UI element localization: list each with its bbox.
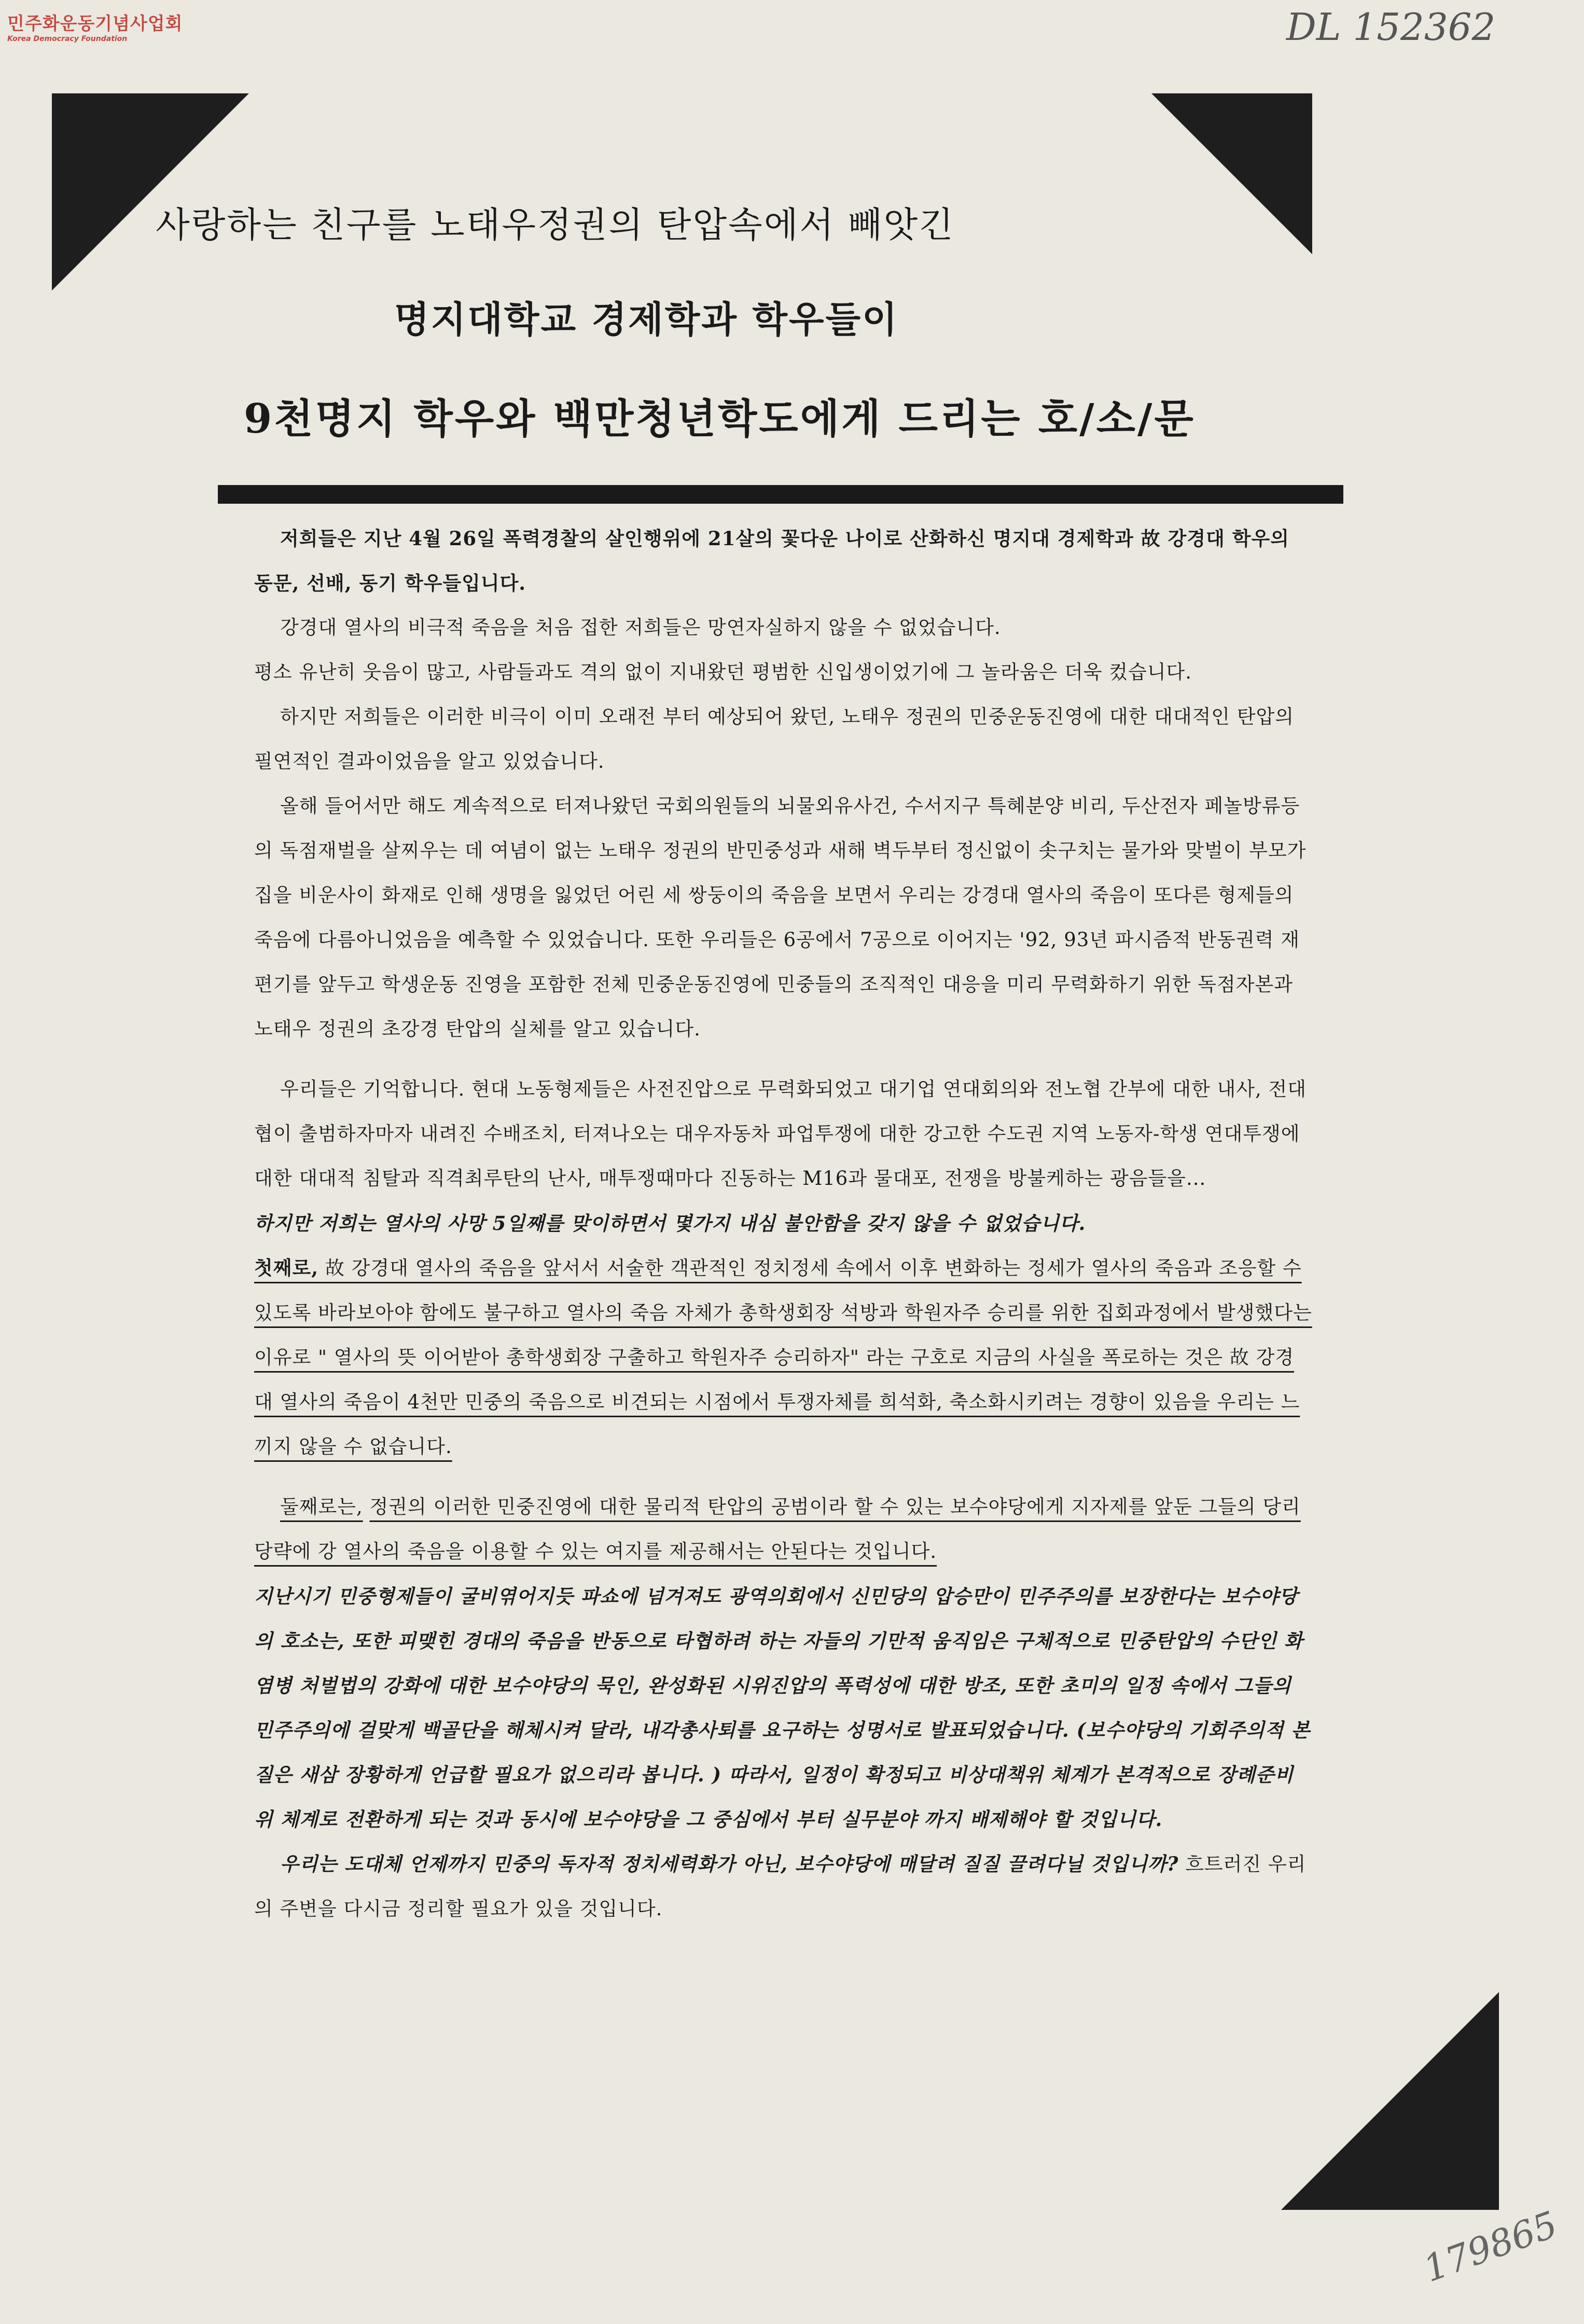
paragraph-this-year: 올해 들어서만 해도 계속적으로 터져나왔던 국회의원들의 뇌물외유사건, 수서지구 특혜분양 비리, 두산전자 페놀방류등의 독점재벌을 살찌우는 데 여념이 없는 노태우 정권의 반민중성과 새해 벽두부터 정신없이 솟구치는 물가와 맞벌이 부모가 집을 비운사이 화재로 인해 생명을 잃었던 어린 세 쌍둥이의 죽음을 보면서 우리는 강경대 열사의 죽음이 또다른 형제들의 죽음에 다름아니었음을 예측할 수 있었습니다. 또한 우리들은 6공에서 7공으로 이어지는 '92, 93년 파시즘적 반동권력 재편기를 앞두고 학생운동 진영을 포함한 전체 민중운동진영에 민중들의 조직적인 대응을 미리 무력화하기 위한 독점자본과 노태우 정권의 초강경 탄압의 실체를 알고 있습니다. [254,795,1307,1040]
corner-triangle-bottom-right [1281,1992,1499,2210]
paragraph-second-point [254,1485,1312,1574]
paragraph-shock: 강경대 열사의 비극적 죽음을 처음 접한 저희들은 망연자실하지 않을 수 없었습니다. [280,616,1001,639]
paragraph-closing [254,1842,1312,1931]
paragraph-opposition-critique: 지난시기 민중형제들이 굴비엮어지듯 파쇼에 넘겨져도 광역의회에서 신민당의 압승만이 민주주의를 보장한다는 보수야당의 호소는, 또한 피맺힌 경대의 죽음을 반동으로 타협하려 하는 자들의 기만적 움직임은 구체적으로 민중탄압의 수단인 화염병 처벌법의 강화에 대한 보수야당의 묵인, 완성화된 시위진압의 폭력성에 대한 방조, 또한 초미의 일정 속에서 그들의 민주주의에 걸맞게 백골단을 해체시켜 달라, 내각총사퇴를 요구하는 성명서로 발표되었습니다. (보수야당의 기회주의적 본질은 새삼 장황하게 언급할 필요가 없으리라 봅니다. ) 따라서, 일정이 확정되고 비상대책위 체계가 본격적으로 장례준비위 체계로 전환하게 되는 것과 동시에 보수야당을 그 중심에서 부터 실무분야 까지 배제해야 할 것입니다. [254,1585,1311,1831]
paragraph-freshman: 평소 유난히 웃음이 많고, 사람들과도 격의 없이 지내왔던 평범한 신입생이었기에 그 놀라움은 더욱 컸습니다. [254,661,1192,683]
paragraph-remember: 우리들은 기억합니다. 현대 노동형제들은 사전진압으로 무력화되었고 대기업 연대회의와 전노협 간부에 대한 내사, 전대협이 출범하자마자 내려진 수배조치, 터져나오는 대우자동차 파업투쟁에 대한 강고한 수도권 지역 노동자-학생 연대투쟁에 대한 대대적 침탈과 직격최루탄의 난사, 매투쟁때마다 진동하는 M16과 물대포, 전쟁을 방불케하는 광음들을... [254,1078,1307,1189]
title-divider-bar [218,485,1343,504]
second-point-text: 정권의 이러한 민중진영에 대한 물리적 탄압의 공범이라 할 수 있는 보수야당에게 지자제를 앞둔 그들의 당리당략에 강 열사의 죽음을 이용할 수 있는 여지를 제공해서는 안된다는 것입니다. [254,1496,1301,1562]
title-line-1: 사랑하는 친구를 노태우정권의 탄압속에서 빼앗긴 [156,205,955,246]
title-line-3: 9천명지 학우와 백만청년학도에게 드리는 호/소/문 [244,395,1196,442]
logo-english-text: Korea Democracy Foundation [7,35,128,43]
title-line-2: 명지대학교 경제학과 학우들이 [394,298,899,341]
foundation-logo [7,9,183,43]
handwritten-document-number: 179865 [1418,2203,1563,2291]
paragraph-intro: 저희들은 지난 4월 26일 폭력경찰의 살인행위에 21살의 꽃다운 나이로 산화하신 명지대 경제학과 故 강경대 학우의 동문, 선배, 동기 학우들입니다. [254,527,1289,594]
logo-korean-text: 민주화운동기념사업회 [7,13,183,34]
closing-statement: 흐트러진 우리의 주변을 다시금 정리할 필요가 있을 것입니다. [254,1853,1307,1920]
handwritten-archive-number: DL 152362 [1286,5,1496,49]
paragraph-first-point [254,1246,1312,1469]
closing-question: 우리는 도대체 언제까지 민중의 독자적 정치세력화가 아닌, 보수야당에 매달려 질질 끌려다닐 것입니까? [280,1852,1179,1875]
first-point-text: 故 강경대 열사의 죽음을 앞서서 서술한 객관적인 정치정세 속에서 이후 변화하는 정세가 열사의 죽음과 조응할 수 있도록 바라보아야 함에도 불구하고 열사의 죽음 자체가 총학생회장 석방과 학원자주 승리를 위한 집회과정에서 발생했다는 이유로 " 열사의 뜻 이어받아 총학생회장 구출하고 학원자주 승리하자" 라는 구호로 지금의 사실을 폭로하는 것은 故 강경대 열사의 죽음이 4천만 민중의 죽음으로 비견되는 시점에서 투쟁자체를 희석화, 축소화시키려는 경향이 있음을 우리는 느끼지 않을 수 없습니다. [254,1257,1312,1458]
appeal-body [254,516,1312,1931]
corner-triangle-top-left [52,93,249,290]
first-point-lead: 첫째로, [254,1256,319,1279]
paragraph-anxiety: 하지만 저희는 열사의 사망 5일째를 맞이하면서 몇가지 내심 불안함을 갖지 않을 수 없었습니다. [254,1212,1086,1235]
paragraph-repression: 하지만 저희들은 이러한 비극이 이미 오래전 부터 예상되어 왔던, 노태우 정권의 민중운동진영에 대한 대대적인 탄압의 필연적인 결과이었음을 알고 있었습니다. [254,706,1295,772]
second-point-lead: 둘째로는, [280,1496,363,1518]
